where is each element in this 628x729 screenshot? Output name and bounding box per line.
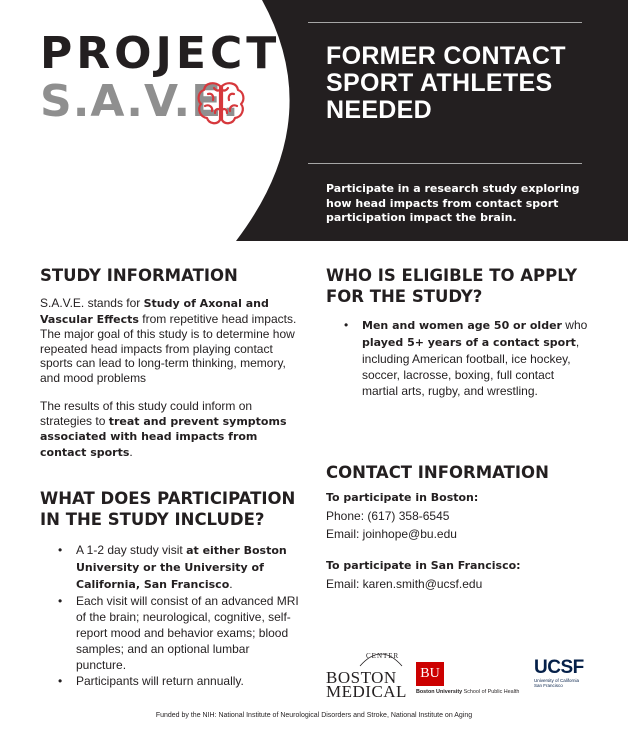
list-item: • Each visit will consist of an advanced MRI of the brain; neurological, cognitive, self-report mood and behavior exams; blood samples; and an optional lumbar puncture. <box>58 594 299 672</box>
eligibility-list <box>326 317 588 399</box>
bu-mark: BU <box>416 662 444 686</box>
bu-caption: Boston University School of Public Health <box>416 689 520 695</box>
bmc-line1: BOSTON <box>326 668 397 687</box>
header-subtitle: Participate in a research study exploring how head impacts from contact sport participation impact the brain. <box>326 182 580 224</box>
ucsf-logo <box>534 658 594 698</box>
boston-phone: Phone: (617) 358-6545 <box>326 509 450 523</box>
header-rule-top <box>308 22 582 23</box>
contact-heading: CONTACT INFORMATION <box>326 463 549 482</box>
sf-email: Email: karen.smith@ucsf.edu <box>326 577 483 591</box>
logo-project-text: PROJECT <box>40 28 281 79</box>
boston-medical-center-logo <box>326 652 408 701</box>
boston-email: Email: joinhope@bu.edu <box>326 527 457 541</box>
left-column <box>40 265 302 689</box>
study-info-heading: STUDY INFORMATION <box>40 266 238 285</box>
ucsf-caption-2: San Francisco <box>534 683 563 688</box>
ucsf-wordmark: UCSF <box>534 657 584 678</box>
participation-heading: WHAT DOES PARTICIPATION IN THE STUDY INCLUDE? <box>40 489 296 529</box>
ucsf-caption-1: University of California <box>534 678 580 683</box>
logo-save-text: S.A.V.E. <box>40 76 240 127</box>
header-title: FORMER CONTACT SPORT ATHLETES NEEDED <box>326 42 566 124</box>
boston-label: To participate in Boston: <box>326 491 479 504</box>
sf-label: To participate in San Francisco: <box>326 559 521 572</box>
contact-block <box>326 489 588 593</box>
boston-university-logo <box>416 662 536 698</box>
right-column <box>326 265 588 593</box>
funding-footer: Funded by the NIH: National Institute of Neurological Disorders and Stroke, National Institute on Aging <box>155 712 473 719</box>
study-info-paragraph-2: The results of this study could inform on strategies to treat and prevent symptoms associated with head impacts from contact sports. <box>40 399 287 459</box>
list-item: • Participants will return annually. <box>58 674 244 688</box>
header-banner <box>0 0 628 241</box>
header-rule-bottom <box>308 163 582 164</box>
bmc-line2: MEDICAL <box>326 682 407 701</box>
brain-icon <box>196 80 246 126</box>
list-item: • A 1-2 day study visit at either Boston University or the University of California, San Francisco. <box>58 543 287 591</box>
list-item: • Men and women age 50 or older who played 5+ years of a contact sport, including American football, ice hockey, soccer, lacrosse, boxing, full contact martial arts, rugby, and wrestling. <box>344 318 588 398</box>
bmc-center-text: CENTER <box>366 652 400 660</box>
eligibility-heading: WHO IS ELIGIBLE TO APPLY FOR THE STUDY? <box>326 266 578 306</box>
study-info-paragraph-1: S.A.V.E. stands for Study of Axonal and Vascular Effects from repetitive head impacts. The major goal of this study is to determine how repeated head impacts from playing contact sports can lead to long-term thinking, memory, and mood problems <box>40 296 297 385</box>
participation-list <box>40 542 302 689</box>
